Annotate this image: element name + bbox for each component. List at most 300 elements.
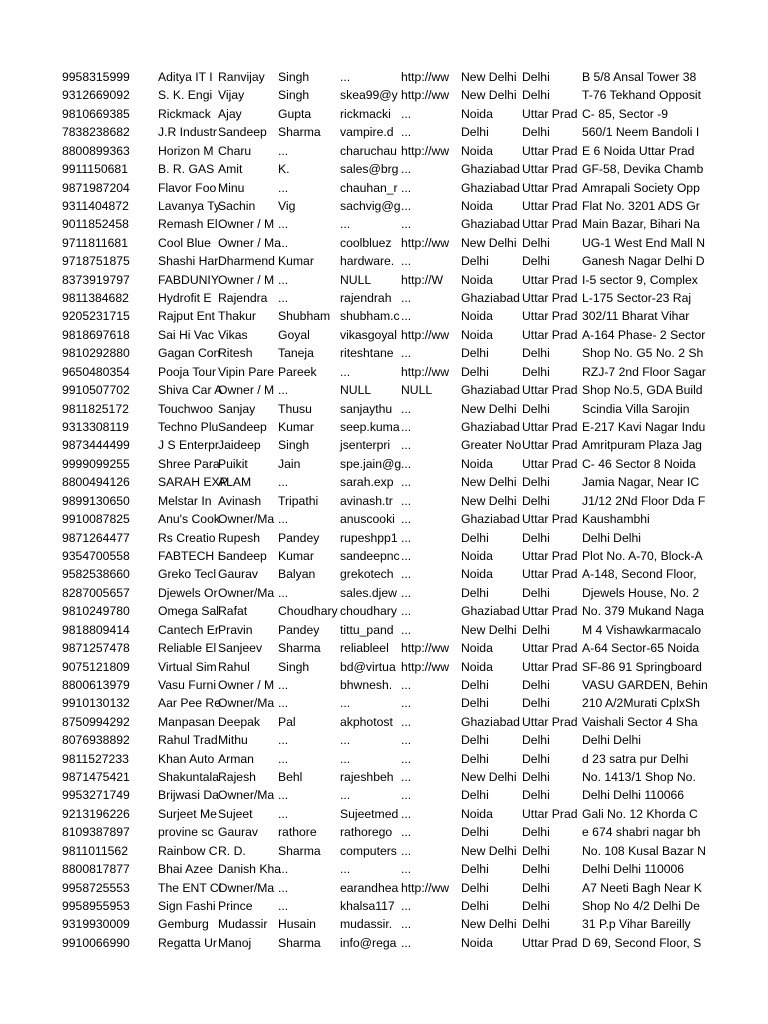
table-cell: Owner/Ma — [218, 788, 275, 803]
table-cell: Delhi — [522, 125, 550, 140]
table-cell: info@rega — [340, 935, 397, 950]
table-cell: ... — [278, 862, 289, 877]
table-row — [62, 142, 700, 160]
table-cell: Uttar Prad — [522, 420, 578, 435]
table-row — [62, 897, 700, 915]
table-cell: Manoj — [218, 935, 252, 950]
table-cell: 8373919797 — [62, 272, 130, 287]
table-row — [62, 786, 700, 804]
table-cell: J.R Industr — [158, 125, 217, 140]
table-cell: jsenterpri — [340, 438, 391, 453]
table-cell: bd@virtua — [340, 659, 396, 674]
table-cell: Delhi — [522, 70, 550, 84]
table-cell: UG-1 West End Mall N — [582, 235, 706, 250]
table-cell: Gaurav — [218, 825, 258, 840]
table-cell: Delhi — [461, 751, 489, 766]
table-cell: A-164 Phase- 2 Sector — [582, 327, 706, 342]
table-row — [62, 713, 700, 731]
table-cell: Shree Para — [158, 456, 220, 471]
table-cell: ... — [340, 862, 351, 877]
table-cell: http://ww — [401, 364, 450, 379]
table-cell: Rickmack — [158, 106, 211, 121]
table-cell: Uttar Prad — [522, 438, 578, 453]
table-cell: 9810249780 — [62, 604, 130, 619]
table-cell: Prince — [218, 898, 253, 913]
table-cell: vampire.d — [340, 125, 394, 140]
table-cell: L-175 Sector-23 Raj — [582, 291, 692, 306]
table-cell: ... — [401, 696, 412, 711]
table-cell: http://ww — [401, 235, 450, 250]
table-cell: NULL — [401, 383, 433, 398]
table-cell: Minu — [218, 180, 245, 195]
table-cell: 9910507702 — [62, 383, 130, 398]
table-cell: 9818697618 — [62, 327, 130, 342]
table-cell: 9958955953 — [62, 898, 130, 913]
table-row — [62, 584, 700, 602]
spreadsheet-table — [62, 68, 708, 952]
table-cell: 9910087825 — [62, 512, 130, 527]
table-cell: 9811384682 — [62, 291, 129, 306]
table-cell: 9011852458 — [62, 217, 129, 232]
table-row — [62, 731, 700, 749]
table-row — [62, 823, 700, 841]
table-cell: Shashi Har — [158, 254, 219, 269]
table-cell: Remash El — [158, 217, 218, 232]
table-cell: ... — [401, 898, 412, 913]
table-row — [62, 842, 706, 860]
table-cell: Sharma — [278, 935, 321, 950]
table-cell: charuchau — [340, 143, 397, 158]
table-cell: ... — [278, 806, 289, 821]
table-cell: Amritpuram Plaza Jag — [582, 438, 702, 453]
table-row — [62, 510, 700, 528]
table-cell: Singh — [278, 88, 310, 103]
table-cell: Rajput Ent — [158, 309, 215, 324]
table-cell: Uttar Prad — [522, 327, 578, 342]
table-row — [62, 473, 700, 491]
table-cell: 8109387897 — [62, 825, 130, 840]
table-cell: New Delhi — [461, 770, 517, 785]
table-cell: ... — [401, 733, 412, 748]
table-cell: Vaishali Sector 4 Sha — [582, 714, 698, 729]
table-cell: ... — [401, 677, 412, 692]
table-cell: ... — [278, 272, 289, 287]
table-cell: 210 A/2Murati CplxSh — [582, 696, 700, 711]
table-row — [62, 160, 704, 178]
table-cell: Noida — [461, 659, 493, 674]
table-row — [62, 860, 700, 878]
table-cell: ... — [340, 788, 351, 803]
table-cell: Shop No. G5 No. 2 Sh — [582, 346, 704, 361]
table-cell: Virtual Sim — [158, 659, 217, 674]
table-cell: Uttar Prad — [522, 806, 578, 821]
table-cell: Amrapali Society Opp — [582, 180, 700, 195]
table-cell: http://W — [401, 272, 443, 287]
table-cell: 9871264477 — [62, 530, 130, 545]
table-cell: sales.djew — [340, 585, 397, 600]
table-cell: Delhi — [461, 254, 489, 269]
table-cell: Uttar Prad — [522, 309, 578, 324]
table-cell: ... — [278, 475, 289, 490]
table-cell: Pareek — [278, 364, 317, 379]
table-row — [62, 639, 700, 657]
table-cell: Delhi — [461, 862, 489, 877]
table-cell: No. 108 Kusal Bazar N — [582, 843, 706, 858]
table-cell: http://ww — [401, 327, 450, 342]
table-cell: 8800899363 — [62, 143, 130, 158]
table-cell: 9811527233 — [62, 751, 129, 766]
table-cell: ... — [401, 106, 412, 121]
table-cell: Delhi — [522, 401, 550, 416]
table-cell: Delhi — [461, 733, 489, 748]
table-cell: Jamia Nagar, Near IC — [582, 475, 700, 490]
table-cell: Sign Fashi — [158, 898, 216, 913]
table-cell: Amit — [218, 162, 243, 177]
table-cell: Behl — [278, 770, 303, 785]
table-cell: Gali No. 12 Khorda C — [582, 806, 698, 821]
table-cell: 9910066990 — [62, 935, 130, 950]
table-cell: A-64 Sector-65 Noida — [582, 641, 700, 656]
table-cell: ... — [401, 862, 412, 877]
table-cell: ... — [278, 677, 289, 692]
table-cell: S. K. Engi — [158, 88, 213, 103]
table-cell: ... — [401, 180, 412, 195]
table-cell: 8750994292 — [62, 714, 130, 729]
table-cell: ... — [401, 622, 412, 637]
table-cell: Sanjay — [218, 401, 256, 416]
table-cell: A7 Neeti Bagh Near K — [582, 880, 702, 895]
table-cell: E 6 Noida Uttar Prad — [582, 143, 695, 158]
table-cell: New Delhi — [461, 622, 517, 637]
table-cell: NULL — [340, 383, 372, 398]
table-cell: provine sc — [158, 825, 214, 840]
table-cell: Singh — [278, 659, 310, 674]
table-cell: ... — [401, 751, 412, 766]
table-cell: Delhi — [461, 125, 489, 140]
table-cell: Ajay — [218, 106, 242, 121]
table-cell: shubham.c — [340, 309, 400, 324]
table-cell: Sandeep — [218, 125, 267, 140]
table-row — [62, 289, 700, 307]
table-cell: sarah.exp — [340, 475, 394, 490]
table-row — [62, 344, 704, 362]
table-cell: Delhi — [522, 696, 550, 711]
table-cell: Sai Hi Vac — [158, 327, 214, 342]
table-cell: Uttar Prad — [522, 291, 578, 306]
table-cell: ... — [278, 235, 289, 250]
table-cell: RZJ-7 2nd Floor Sagar — [582, 364, 706, 379]
table-cell: Noida — [461, 143, 493, 158]
table-cell: Singh — [278, 438, 310, 453]
table-cell: ... — [401, 291, 412, 306]
table-cell: Rafat — [218, 604, 248, 619]
table-cell: ... — [401, 806, 412, 821]
table-cell: Mithu — [218, 733, 248, 748]
table-cell: Shakuntala — [158, 770, 219, 785]
table-cell: 8800817877 — [62, 862, 130, 877]
table-cell: Noida — [461, 548, 493, 563]
table-cell: R. D. — [218, 843, 246, 858]
table-cell: Owner/Ma — [218, 696, 275, 711]
table-cell: Rahul — [218, 659, 250, 674]
table-cell: Sharma — [278, 125, 321, 140]
table-row — [62, 381, 703, 399]
table-cell: Sandeep — [218, 548, 267, 563]
table-cell: ... — [401, 548, 412, 563]
table-cell: ... — [401, 825, 412, 840]
table-cell: ... — [401, 512, 412, 527]
table-cell: Cool Blue — [158, 235, 211, 250]
table-cell: Shubham — [278, 309, 331, 324]
table-row — [62, 105, 700, 123]
table-row — [62, 768, 700, 786]
table-cell: ... — [340, 733, 351, 748]
table-row — [62, 492, 706, 510]
table-cell: ... — [401, 475, 412, 490]
table-row — [62, 455, 700, 473]
table-cell: Sachin — [218, 198, 256, 213]
table-row — [62, 602, 704, 620]
table-cell: Vikas — [218, 327, 248, 342]
table-cell: ... — [278, 585, 289, 600]
table-cell: Delhi — [461, 696, 489, 711]
table-cell: K. — [278, 162, 290, 177]
table-cell: http://ww — [401, 659, 450, 674]
table-cell: ... — [401, 162, 412, 177]
table-cell: 560/1 Neem Bandoli I — [582, 125, 700, 140]
table-cell: sachvig@g — [340, 198, 401, 213]
table-cell: VASU GARDEN, Behin — [582, 677, 708, 692]
table-cell: J1/12 2Nd Floor Dda F — [582, 493, 706, 508]
table-cell: Uttar Prad — [522, 106, 578, 121]
table-cell: ... — [401, 604, 412, 619]
table-row — [62, 86, 700, 104]
table-cell: http://ww — [401, 70, 450, 84]
table-row — [62, 915, 700, 933]
table-cell: New Delhi — [461, 917, 517, 932]
table-cell: ... — [401, 935, 412, 950]
table-cell: Delhi — [522, 788, 550, 803]
table-cell: Noida — [461, 935, 493, 950]
table-cell: vikasgoyal — [340, 327, 397, 342]
table-cell: rajendrah — [340, 291, 392, 306]
table-cell: Omega Sal — [158, 604, 219, 619]
table-cell: Ghaziabad — [461, 420, 520, 435]
table-cell: Melstar In — [158, 493, 212, 508]
table-cell: ... — [401, 843, 412, 858]
table-cell: Delhi — [522, 825, 550, 840]
table-cell: sanjaythu — [340, 401, 393, 416]
table-row — [62, 68, 700, 86]
table-cell: Manpasan — [158, 714, 215, 729]
table-cell: Greater No — [461, 438, 522, 453]
table-cell: ... — [278, 751, 289, 766]
table-cell: Shop No.5, GDA Build — [582, 383, 703, 398]
table-cell: ... — [401, 438, 412, 453]
table-cell: Ghaziabad — [461, 714, 520, 729]
table-cell: Gagan Con — [158, 346, 221, 361]
table-cell: 9582538660 — [62, 567, 130, 582]
table-cell: Vasu Furni — [158, 677, 217, 692]
table-cell: Delhi — [522, 770, 550, 785]
table-cell: Uttar Prad — [522, 180, 578, 195]
table-cell: Delhi — [461, 825, 489, 840]
table-cell: ... — [340, 364, 351, 379]
table-cell: Rajendra — [218, 291, 268, 306]
table-cell: 9811011562 — [62, 843, 128, 858]
table-cell: Sujeetmed — [340, 806, 399, 821]
table-cell: C- 85, Sector -9 — [582, 106, 669, 121]
table-cell: Kumar — [278, 548, 314, 563]
table-cell: 7838238682 — [62, 125, 130, 140]
table-cell: Techno Plu — [158, 420, 219, 435]
table-cell: http://ww — [401, 88, 450, 103]
table-cell: Ghaziabad — [461, 291, 520, 306]
table-cell: Vig — [278, 198, 296, 213]
table-cell: Ritesh — [218, 346, 253, 361]
table-cell: Delhi — [461, 880, 489, 895]
table-cell: Owner/Ma — [218, 880, 275, 895]
table-cell: 9899130650 — [62, 493, 130, 508]
table-cell: Owner/Ma — [218, 512, 275, 527]
table-cell: Uttar Prad — [522, 567, 578, 582]
table-cell: spe.jain@g — [340, 456, 402, 471]
table-cell: Delhi — [522, 585, 550, 600]
table-cell: 8800494126 — [62, 475, 130, 490]
table-cell: Uttar Prad — [522, 383, 578, 398]
table-cell: New Delhi — [461, 235, 517, 250]
table-cell: Noida — [461, 567, 493, 582]
table-cell: Uttar Prad — [522, 456, 578, 471]
table-cell: Rupesh — [218, 530, 261, 545]
table-cell: Ghaziabad — [461, 383, 520, 398]
table-cell: 9319930009 — [62, 917, 130, 932]
table-cell: seep.kuma — [340, 420, 400, 435]
table-cell: ... — [278, 217, 289, 232]
table-cell: Uttar Prad — [522, 548, 578, 563]
table-cell: Gaurav — [218, 567, 258, 582]
table-cell: The ENT Cl — [158, 880, 222, 895]
table-cell: Dharmend — [218, 254, 275, 269]
table-cell: Noida — [461, 198, 493, 213]
table-cell: Delhi — [522, 880, 550, 895]
table-cell: ... — [278, 180, 289, 195]
table-cell: Danish Kha — [218, 862, 282, 877]
table-row — [62, 694, 700, 712]
table-cell: Kumar — [278, 254, 314, 269]
table-cell: Owner / M — [218, 677, 275, 692]
table-row — [62, 529, 700, 547]
table-cell: ... — [401, 530, 412, 545]
table-cell: 9871475421 — [62, 770, 130, 785]
table-cell: Delhi — [461, 346, 489, 361]
table-cell: e 674 shabri nagar bh — [582, 825, 701, 840]
table-cell: Kaushambhi — [582, 512, 650, 527]
table-row — [62, 436, 700, 454]
table-cell: Vipin Pare — [218, 364, 275, 379]
table-cell: Delhi Delhi — [582, 733, 641, 748]
table-cell: ... — [401, 917, 412, 932]
table-row — [62, 750, 700, 768]
table-cell: Ganesh Nagar Delhi D — [582, 254, 705, 269]
table-row — [62, 565, 700, 583]
table-cell: Noida — [461, 272, 493, 287]
table-cell: Hydrofit E — [158, 291, 212, 306]
table-cell: hardware. — [340, 254, 395, 269]
table-cell: Owner/Ma — [218, 585, 275, 600]
table-cell: Delhi — [461, 364, 489, 379]
table-cell: New Delhi — [461, 843, 517, 858]
table-cell: ... — [340, 217, 351, 232]
table-cell: Delhi — [461, 788, 489, 803]
table-cell: Khan Auto — [158, 751, 215, 766]
table-cell: ... — [340, 70, 351, 84]
table-cell: 9811825172 — [62, 401, 129, 416]
table-cell: Rs Creatio — [158, 530, 216, 545]
table-cell: Singh — [278, 70, 310, 84]
table-cell: Delhi — [461, 898, 489, 913]
table-cell: coolbluez — [340, 235, 392, 250]
table-cell: Pandey — [278, 530, 320, 545]
table-cell: Uttar Prad — [522, 714, 578, 729]
table-cell: Tripathi — [278, 493, 319, 508]
table-row — [62, 271, 700, 289]
table-cell: Cantech Er — [158, 622, 219, 637]
table-cell: rathorego — [340, 825, 393, 840]
table-cell: Vijay — [218, 88, 245, 103]
table-cell: ... — [278, 512, 289, 527]
table-cell: Owner / M — [218, 383, 275, 398]
table-cell: Noida — [461, 456, 493, 471]
table-cell: ... — [278, 291, 289, 306]
table-cell: http://ww — [401, 143, 450, 158]
table-cell: avinash.tr — [340, 493, 393, 508]
table-cell: Uttar Prad — [522, 198, 578, 213]
table-cell: 9818809414 — [62, 622, 130, 637]
table-cell: ... — [401, 714, 412, 729]
table-cell: 9718751875 — [62, 254, 130, 269]
table-cell: Delhi — [522, 622, 550, 637]
table-cell: Ranvijay — [218, 70, 265, 84]
table-cell: Delhi — [522, 898, 550, 913]
table-cell: Aditya IT I — [158, 70, 213, 84]
table-row — [62, 621, 700, 639]
table-cell: Delhi — [522, 364, 550, 379]
table-cell: ... — [278, 383, 289, 398]
table-cell: B 5/8 Ansal Tower 38 — [582, 70, 697, 84]
table-cell: rickmacki — [340, 106, 391, 121]
table-cell: 8287005657 — [62, 585, 130, 600]
table-cell: Djewels House, No. 2 — [582, 585, 700, 600]
table-cell: anuscooki — [340, 512, 395, 527]
table-cell: Rahul Trad — [158, 733, 218, 748]
table-cell: 9953271749 — [62, 788, 130, 803]
table-row — [62, 179, 700, 197]
table-cell: Noida — [461, 309, 493, 324]
table-cell: T-76 Tekhand Opposit — [582, 88, 702, 103]
table-cell: http://ww — [401, 641, 450, 656]
table-cell: 9911150681 — [62, 162, 128, 177]
table-cell: Ghaziabad — [461, 604, 520, 619]
table-cell: tittu_pand — [340, 622, 394, 637]
table-cell: Lavanya Ty — [158, 198, 221, 213]
table-cell: ALAM — [218, 475, 252, 490]
table-cell: 9312669092 — [62, 88, 130, 103]
table-cell: Surjeet Me — [158, 806, 217, 821]
table-cell: NULL — [340, 272, 372, 287]
table-row — [62, 215, 700, 233]
table-cell: Delhi Delhi 110006 — [582, 862, 685, 877]
